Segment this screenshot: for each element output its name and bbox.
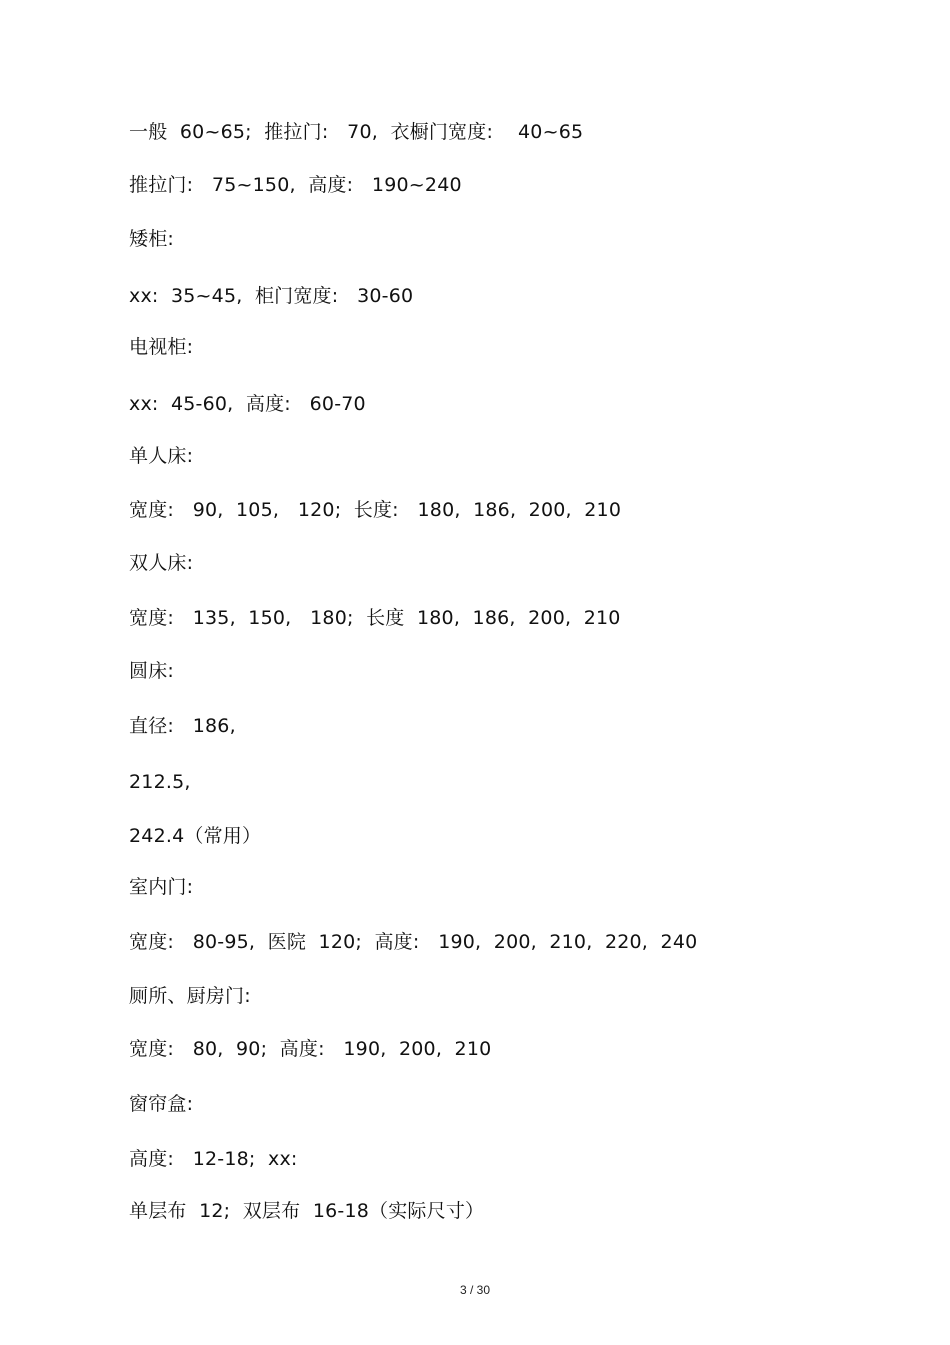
text-line-tv-cabinet-heading: 电视柜: [129, 336, 194, 358]
text-line-round-bed-heading: 圆床: [129, 660, 175, 682]
text-line-interior-door-heading: 室内门: [129, 876, 194, 898]
text-line-double-bed-heading: 双人床: [129, 552, 194, 574]
text-line-double-bed-dims: 宽度: 135, 150, 180; 长度 180, 186, 200, 210 [129, 607, 621, 629]
text-line-round-bed-value-3: 242.4（常用） [129, 825, 262, 847]
text-line-curtain-box-heading: 窗帘盒: [129, 1093, 194, 1115]
text-line-general-door-widths: 一般 60~65; 推拉门: 70, 衣橱门宽度: 40~65 [129, 121, 584, 143]
text-line-curtain-box-height: 高度: 12-18; xx: [129, 1148, 298, 1170]
text-line-round-bed-diameter: 直径: 186, [129, 715, 236, 737]
text-line-single-bed-heading: 单人床: [129, 445, 194, 467]
text-line-sliding-door: 推拉门: 75~150, 高度: 190~240 [129, 174, 462, 196]
text-line-low-cabinet-dims: xx: 35~45, 柜门宽度: 30-60 [129, 285, 414, 307]
text-line-tv-cabinet-dims: xx: 45-60, 高度: 60-70 [129, 393, 366, 415]
page-number: 3 / 30 [459, 1283, 491, 1297]
text-line-round-bed-value-2: 212.5, [129, 771, 191, 793]
text-line-toilet-kitchen-door-dims: 宽度: 80, 90; 高度: 190, 200, 210 [129, 1038, 492, 1060]
text-line-interior-door-dims: 宽度: 80-95, 医院 120; 高度: 190, 200, 210, 220, 240 [129, 931, 698, 953]
text-line-single-bed-dims: 宽度: 90, 105, 120; 长度: 180, 186, 200, 210 [129, 499, 622, 521]
text-line-toilet-kitchen-door-heading: 厕所、厨房门: [129, 985, 251, 1007]
text-line-curtain-box-layers: 单层布 12; 双层布 16-18（实际尺寸） [129, 1200, 485, 1222]
text-line-low-cabinet-heading: 矮柜: [129, 228, 175, 250]
